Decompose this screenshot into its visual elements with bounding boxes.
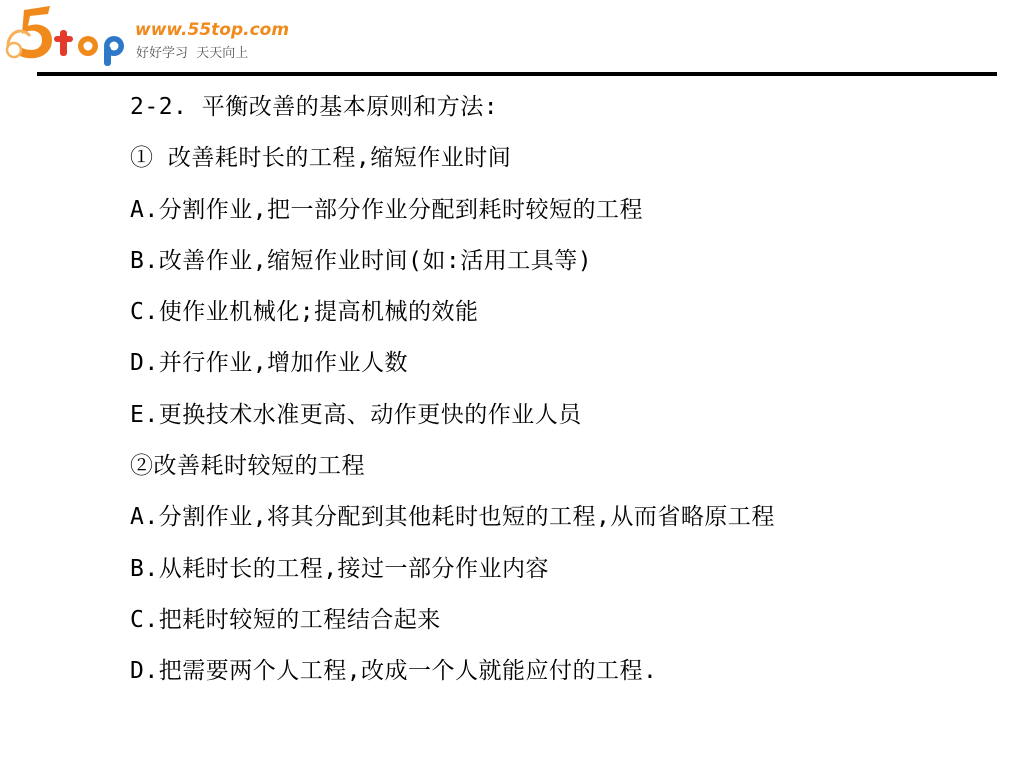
list-item: C.使作业机械化;提高机械的效能 bbox=[130, 299, 479, 326]
list-item: D.并行作业,增加作业人数 bbox=[130, 350, 409, 377]
logo-mark-icon bbox=[4, 2, 134, 70]
logo-slogan: 好好学习 天天向上 bbox=[136, 46, 249, 61]
slide-body bbox=[130, 94, 1000, 710]
list-item: B.从耗时长的工程,接过一部分作业内容 bbox=[130, 555, 550, 582]
list-item: E.更换技术水准更高、动作更快的作业人员 bbox=[130, 401, 582, 428]
list-item: B.改善作业,缩短作业时间(如:活用工具等) bbox=[130, 247, 593, 274]
site-logo[interactable] bbox=[0, 0, 300, 72]
list-item: C.把耗时较短的工程结合起来 bbox=[130, 606, 441, 633]
subsection-1-title: ① 改善耗时长的工程,缩短作业时间 bbox=[130, 145, 512, 172]
list-item: A.分割作业,将其分配到其他耗时也短的工程,从而省略原工程 bbox=[130, 504, 775, 531]
list-item: A.分割作业,把一部分作业分配到耗时较短的工程 bbox=[130, 196, 644, 223]
logo-url: www.55top.com bbox=[135, 20, 290, 40]
list-item: D.把需要两个人工程,改成一个人就能应付的工程. bbox=[130, 658, 658, 685]
header-divider bbox=[37, 72, 997, 76]
subsection-2-title: ②改善耗时较短的工程 bbox=[130, 453, 365, 480]
section-heading: 2-2. 平衡改善的基本原则和方法: bbox=[130, 94, 499, 120]
